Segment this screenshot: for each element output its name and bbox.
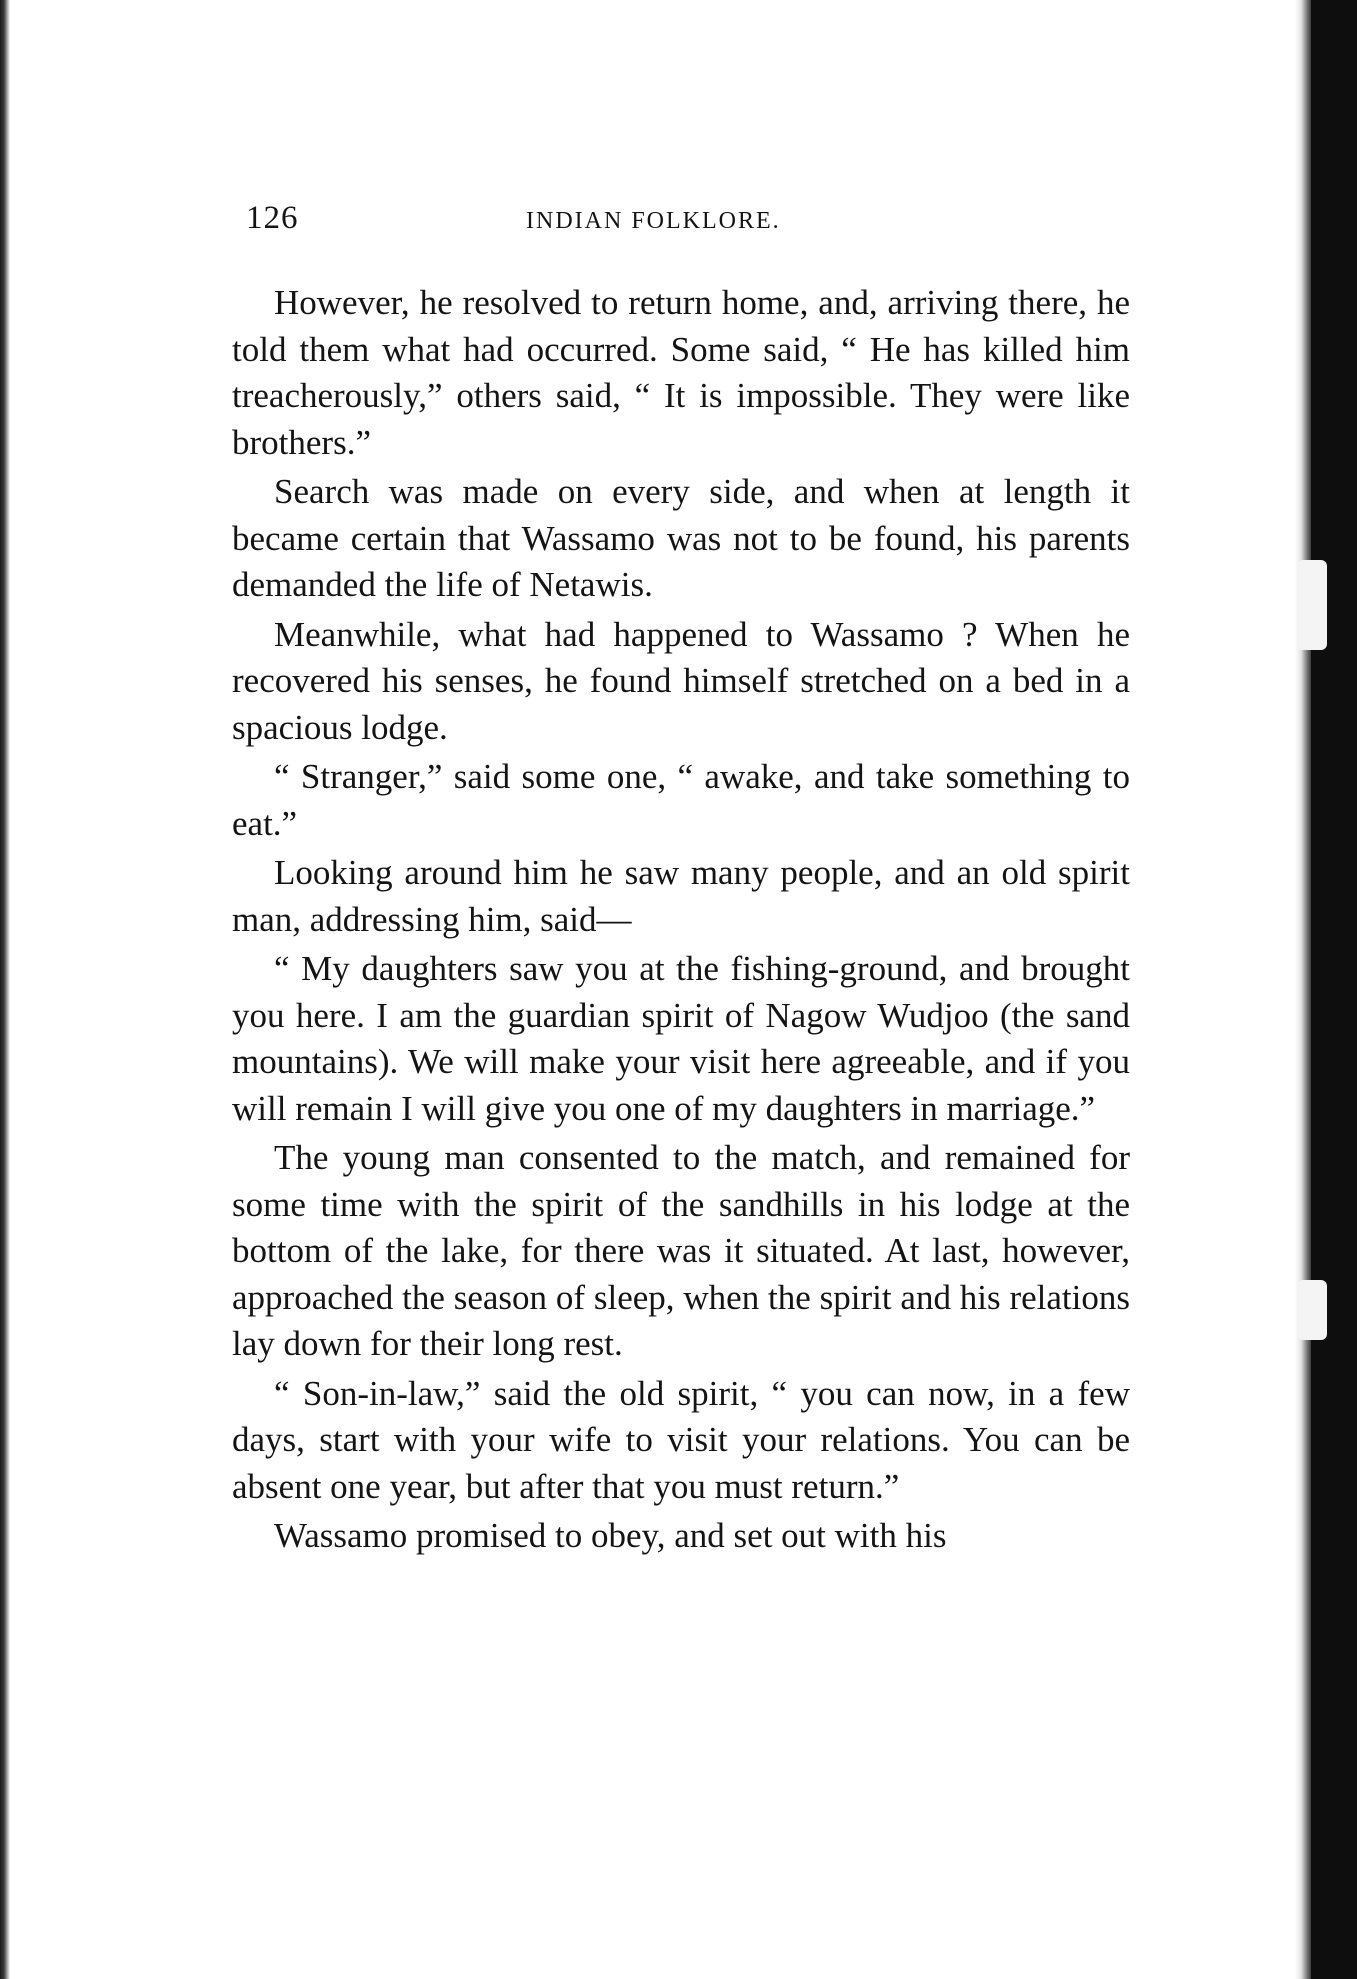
paragraph: Wassamo promised to obey, and set out with his: [274, 1516, 947, 1555]
paragraph: Meanwhile, what had happened to Wassamo ? When he recovered his senses, he found himself stretched on a bed in a spacious lodge.: [232, 614, 1130, 747]
paragraph: “ My daughters saw you at the fishing-ground, and brought you here. I am the guardian spirit of Nagow Wudjoo (the sand mountains). We will make your visit here agreeable, and if you will remain I will give you one of my daughters in marriage.”: [232, 949, 1130, 1128]
edge-light-spot: [1297, 1280, 1327, 1340]
body-text: [232, 280, 1130, 1563]
scan-right-edge: [1311, 0, 1357, 1979]
paragraph: “ Son-in-law,” said the old spirit, “ you can now, in a few days, start with your wife to visit your relations. You can be absent one year, but after that you must return.”: [232, 1373, 1130, 1506]
header-title: INDIAN FOLKLORE.: [526, 208, 781, 234]
paragraph: Looking around him he saw many people, and an old spirit man, addressing him, said—: [232, 853, 1130, 939]
paragraph: “ Stranger,” said some one, “ awake, and take something to eat.”: [232, 757, 1130, 843]
page-number: 126: [246, 200, 299, 236]
paragraph: The young man consented to the match, and remained for some time with the spirit of the sandhills in his lodge at the bottom of the lake, for there was it situated. At last, however, approached the season of sleep, when the spirit and his relations lay down for their long rest.: [232, 1138, 1130, 1363]
running-head: [246, 200, 1126, 250]
edge-light-spot: [1297, 560, 1327, 650]
paragraph: However, he resolved to return home, and, arriving there, he told them what had occurred. Some said, “ He has killed him treacherously,” others said, “ It is impossible. They were like brothers.”: [232, 283, 1130, 462]
paragraph: Search was made on every side, and when at length it became certain that Wassamo was not to be found, his parents demanded the life of Netawis.: [232, 472, 1130, 604]
scan-left-edge: [0, 0, 10, 1979]
